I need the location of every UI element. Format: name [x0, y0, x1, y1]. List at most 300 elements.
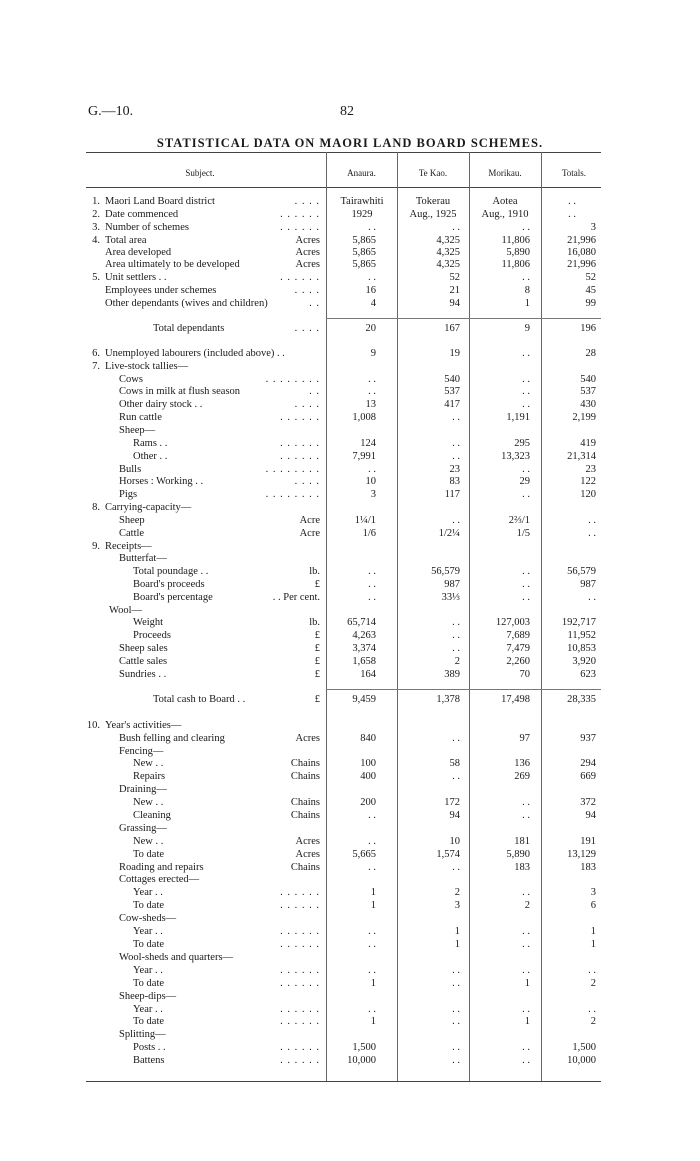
- cell-totals: . .: [588, 1004, 596, 1015]
- table-row: [0, 642, 700, 655]
- cell-totals: 419: [580, 438, 596, 449]
- row-unit: lb.: [309, 566, 320, 577]
- table-row: [0, 835, 700, 848]
- cell-totals: 11,952: [567, 630, 596, 641]
- table-row: [0, 437, 700, 450]
- cell-morikau: 1: [524, 978, 530, 989]
- cell-anaura: 1,008: [352, 412, 376, 423]
- cell-totals: . .: [588, 528, 596, 539]
- cell-anaura: 7,991: [352, 451, 376, 462]
- cell-totals: 1: [590, 939, 596, 950]
- row-leader-dots: . . . . . .: [280, 900, 320, 911]
- column-header-subject: Subject.: [185, 168, 215, 178]
- cell-te-kao: 987: [444, 579, 460, 590]
- cell-anaura: 20: [365, 323, 376, 334]
- cell-morikau: 29: [519, 476, 530, 487]
- row-label: Bulls: [119, 464, 142, 475]
- cell-te-kao: . .: [452, 451, 460, 462]
- table-row: [0, 347, 700, 360]
- cell-totals: 2: [590, 978, 596, 989]
- cell-anaura: 1: [370, 978, 376, 989]
- row-leader-dots: . . . . . . . .: [265, 464, 320, 475]
- cell-te-kao: 10: [449, 836, 460, 847]
- row-leader-dots: . .: [309, 386, 320, 397]
- row-label: Total dependants: [153, 323, 225, 334]
- row-label: Cottages erected—: [119, 874, 200, 885]
- cell-totals: . .: [588, 592, 596, 603]
- row-unit: lb.: [309, 617, 320, 628]
- row-label: Posts . .: [133, 1042, 166, 1053]
- row-label: Pigs: [119, 489, 138, 500]
- cell-morikau: 1/5: [516, 528, 530, 539]
- cell-te-kao: . .: [452, 1055, 460, 1066]
- cell-te-kao: 1: [454, 926, 460, 937]
- cell-anaura: 4,263: [352, 630, 376, 641]
- table-row: [0, 514, 700, 527]
- cell-te-kao: 21: [449, 285, 460, 296]
- cell-morikau: 181: [514, 836, 530, 847]
- cell-te-kao: . .: [452, 771, 460, 782]
- row-label: Board's percentage: [133, 592, 213, 603]
- cell-anaura: . .: [368, 862, 376, 873]
- cell-totals: 21,996: [567, 259, 596, 270]
- cell-morikau: . .: [522, 374, 530, 385]
- cell-te-kao: . .: [452, 617, 460, 628]
- cell-anaura: 5,665: [352, 849, 376, 860]
- row-label: Unemployed labourers (included above) . .: [105, 348, 285, 359]
- cell-morikau: . .: [522, 579, 530, 590]
- table-row: [0, 873, 700, 886]
- row-label: Sundries . .: [119, 669, 167, 680]
- cell-te-kao: . .: [452, 1004, 460, 1015]
- row-leader-dots: . . . . . .: [280, 965, 320, 976]
- row-unit: Acres: [295, 849, 320, 860]
- cell-morikau: . .: [522, 810, 530, 821]
- cell-morikau: 1: [524, 298, 530, 309]
- row-label: Bush felling and clearing: [119, 733, 225, 744]
- table-row: [0, 271, 700, 284]
- cell-totals: 192,717: [561, 617, 596, 628]
- table-row: [0, 616, 700, 629]
- cell-te-kao: 2: [454, 656, 460, 667]
- cell-morikau: . .: [522, 1042, 530, 1053]
- row-leader-dots: . . . . . .: [280, 1004, 320, 1015]
- row-label: Board's proceeds: [133, 579, 205, 590]
- cell-totals: 196: [580, 323, 596, 334]
- row-number: 8.: [92, 502, 100, 513]
- row-label: New . .: [133, 797, 164, 808]
- row-leader-dots: . . . . . .: [280, 1042, 320, 1053]
- row-label: Cows in milk at flush season: [119, 386, 241, 397]
- cell-morikau: 5,890: [506, 247, 530, 258]
- cell-anaura: Tairawhiti: [340, 196, 384, 207]
- cell-te-kao: 417: [444, 399, 460, 410]
- cell-te-kao: 1/2¼: [438, 528, 460, 539]
- cell-te-kao: . .: [452, 862, 460, 873]
- cell-totals: 430: [580, 399, 596, 410]
- row-label: Butterfat—: [119, 553, 167, 564]
- row-unit: Chains: [290, 810, 320, 821]
- table-row: [0, 411, 700, 424]
- cell-te-kao: 3: [454, 900, 460, 911]
- row-label: Total poundage . .: [133, 566, 209, 577]
- cell-morikau: . .: [522, 348, 530, 359]
- table-row: [0, 757, 700, 770]
- row-label: Receipts—: [105, 541, 152, 552]
- table-row: [0, 591, 700, 604]
- cell-totals: 540: [580, 374, 596, 385]
- cell-totals: 16,080: [567, 247, 596, 258]
- row-leader-dots: . . . . . . . .: [265, 374, 320, 385]
- cell-totals: . .: [588, 965, 596, 976]
- table-row: [0, 578, 700, 591]
- table-row: [0, 912, 700, 925]
- row-unit: £: [314, 656, 320, 667]
- row-label: Live-stock tallies—: [105, 361, 189, 372]
- row-label: Other dependants (wives and children): [105, 298, 268, 309]
- row-label: To date: [133, 1016, 165, 1027]
- cell-anaura: . .: [368, 566, 376, 577]
- cell-morikau: 136: [514, 758, 530, 769]
- cell-anaura: 10: [365, 476, 376, 487]
- table-row: [0, 796, 700, 809]
- cell-anaura: 1,658: [352, 656, 376, 667]
- row-unit: Chains: [290, 862, 320, 873]
- cell-morikau: . .: [522, 926, 530, 937]
- cell-anaura: . .: [368, 272, 376, 283]
- row-label: Year . .: [133, 965, 163, 976]
- row-label: Employees under schemes: [105, 285, 217, 296]
- row-label: Maori Land Board district: [105, 196, 215, 207]
- table-row: [0, 424, 700, 437]
- cell-te-kao: . .: [452, 438, 460, 449]
- row-unit: £: [314, 579, 320, 590]
- cell-morikau: 127,003: [495, 617, 530, 628]
- cell-totals: 669: [580, 771, 596, 782]
- table-row: [0, 297, 700, 310]
- cell-te-kao: Tokerau: [415, 196, 451, 207]
- cell-anaura: . .: [368, 222, 376, 233]
- cell-anaura: 164: [360, 669, 376, 680]
- cell-te-kao: 389: [444, 669, 460, 680]
- cell-morikau: . .: [522, 1055, 530, 1066]
- cell-anaura: . .: [368, 579, 376, 590]
- row-leader-dots: . . . . . .: [280, 209, 320, 220]
- cell-morikau: . .: [522, 566, 530, 577]
- cell-anaura: . .: [368, 926, 376, 937]
- cell-totals: 120: [580, 489, 596, 500]
- cell-anaura: 10,000: [347, 1055, 376, 1066]
- row-unit: Acre: [299, 515, 320, 526]
- row-number: 3.: [92, 222, 100, 233]
- cell-totals: 94: [585, 810, 596, 821]
- cell-morikau: 2: [524, 900, 530, 911]
- cell-anaura: 1¼/1: [354, 515, 376, 526]
- cell-totals: 56,579: [567, 566, 596, 577]
- row-number: 9.: [92, 541, 100, 552]
- cell-morikau: . .: [522, 272, 530, 283]
- table-row: [0, 822, 700, 835]
- cell-te-kao: 117: [444, 489, 460, 500]
- page-title: STATISTICAL DATA ON MAORI LAND BOARD SCHEMES.: [156, 136, 544, 150]
- cell-te-kao: . .: [452, 1042, 460, 1053]
- cell-morikau: 13,323: [501, 451, 530, 462]
- row-label: Weight: [133, 617, 164, 628]
- cell-morikau: 1: [524, 1016, 530, 1027]
- row-label: Number of schemes: [105, 222, 189, 233]
- row-unit: Acres: [295, 733, 320, 744]
- row-label: Other . .: [133, 451, 168, 462]
- table-row: [0, 501, 700, 514]
- cell-anaura: 1: [370, 887, 376, 898]
- row-leader-dots: . . . . . .: [280, 272, 320, 283]
- row-label: Sheep-dips—: [119, 991, 177, 1002]
- cell-totals: 2: [590, 1016, 596, 1027]
- cell-anaura: . .: [368, 965, 376, 976]
- row-leader-dots: . . . .: [294, 285, 320, 296]
- cell-totals: 21,314: [567, 451, 596, 462]
- row-label: Cows: [119, 374, 143, 385]
- cell-te-kao: 33⅓: [441, 592, 460, 603]
- row-unit: Acres: [295, 259, 320, 270]
- row-leader-dots: . . . .: [294, 476, 320, 487]
- table-row: [0, 693, 700, 706]
- table-row: [0, 977, 700, 990]
- table-row: [0, 360, 700, 373]
- table-row: [0, 385, 700, 398]
- table-row: [0, 195, 700, 208]
- row-leader-dots: . . . .: [294, 323, 320, 334]
- cell-totals: 987: [580, 579, 596, 590]
- cell-anaura: 4: [370, 298, 376, 309]
- cell-anaura: . .: [368, 374, 376, 385]
- table-row: [0, 1054, 700, 1067]
- cell-totals: 937: [580, 733, 596, 744]
- cell-morikau: . .: [522, 592, 530, 603]
- table-row: [0, 629, 700, 642]
- cell-anaura: . .: [368, 386, 376, 397]
- cell-te-kao: 1,574: [436, 849, 460, 860]
- row-leader-dots: . . . .: [294, 196, 320, 207]
- column-header-te-kao: Te Kao.: [418, 168, 448, 178]
- cell-morikau: . .: [522, 222, 530, 233]
- row-leader-dots: . . . . . .: [280, 412, 320, 423]
- cell-totals: 52: [585, 272, 596, 283]
- cell-morikau: 7,479: [506, 643, 530, 654]
- table-row: [0, 770, 700, 783]
- row-label: To date: [133, 849, 165, 860]
- row-label: To date: [133, 900, 165, 911]
- cell-morikau: 5,890: [506, 849, 530, 860]
- row-label: Other dairy stock . .: [119, 399, 203, 410]
- cell-anaura: 400: [360, 771, 376, 782]
- cell-anaura: . .: [368, 464, 376, 475]
- table-row: [0, 284, 700, 297]
- cell-totals: 28,335: [567, 694, 596, 705]
- cell-anaura: 5,865: [352, 235, 376, 246]
- row-leader-dots: . . . . . .: [280, 926, 320, 937]
- row-unit: Chains: [290, 797, 320, 808]
- row-number: 2.: [92, 209, 100, 220]
- table-row: [0, 527, 700, 540]
- table-row: [0, 1028, 700, 1041]
- cell-te-kao: . .: [452, 222, 460, 233]
- cell-anaura: 13: [365, 399, 376, 410]
- cell-te-kao: 4,325: [436, 259, 460, 270]
- row-leader-dots: . . . . . .: [280, 978, 320, 989]
- row-label: Cattle sales: [119, 656, 168, 667]
- cell-anaura: 100: [360, 758, 376, 769]
- cell-anaura: 9,459: [352, 694, 376, 705]
- cell-morikau: 8: [524, 285, 530, 296]
- cell-totals: 2,199: [572, 412, 596, 423]
- row-label: Draining—: [119, 784, 167, 795]
- table-row: [0, 208, 700, 221]
- row-leader-dots: . . . . . .: [280, 1055, 320, 1066]
- cell-te-kao: 1: [454, 939, 460, 950]
- cell-totals: 191: [580, 836, 596, 847]
- row-leader-dots: . . . .: [294, 399, 320, 410]
- row-unit: £: [314, 643, 320, 654]
- cell-anaura: 9: [370, 348, 376, 359]
- cell-anaura: 3,374: [352, 643, 376, 654]
- row-label: Proceeds: [133, 630, 171, 641]
- cell-te-kao: 58: [449, 758, 460, 769]
- cell-totals: 45: [585, 285, 596, 296]
- row-number: 5.: [92, 272, 100, 283]
- cell-te-kao: 167: [444, 323, 460, 334]
- cell-morikau: Aotea: [492, 196, 518, 207]
- cell-totals: 372: [580, 797, 596, 808]
- row-label: Total cash to Board . .: [153, 694, 246, 705]
- cell-te-kao: 56,579: [431, 566, 460, 577]
- table-row: [0, 990, 700, 1003]
- row-label: Horses : Working . .: [119, 476, 204, 487]
- table-row: [0, 783, 700, 796]
- table-row: [0, 668, 700, 681]
- row-leader-dots: . . . . . .: [280, 222, 320, 233]
- document-code: G.—10.: [88, 104, 134, 119]
- table-row: [0, 925, 700, 938]
- cell-anaura: . .: [368, 1004, 376, 1015]
- table-row: [0, 398, 700, 411]
- column-header-totals: Totals.: [561, 168, 587, 178]
- row-label: Repairs: [133, 771, 166, 782]
- cell-anaura: 5,865: [352, 259, 376, 270]
- cell-morikau: . .: [522, 797, 530, 808]
- cell-te-kao: . .: [452, 978, 460, 989]
- cell-te-kao: 537: [444, 386, 460, 397]
- table-row: [0, 565, 700, 578]
- cell-anaura: 3: [370, 489, 376, 500]
- row-unit: Chains: [290, 758, 320, 769]
- row-label: To date: [133, 939, 165, 950]
- table-row: [0, 886, 700, 899]
- row-label: Cleaning: [133, 810, 171, 821]
- row-leader-dots: . . . . . .: [280, 1016, 320, 1027]
- row-leader-dots: . . . . . . . .: [265, 489, 320, 500]
- table-row: [0, 258, 700, 271]
- cell-morikau: 70: [519, 669, 530, 680]
- row-label: Total area: [105, 235, 147, 246]
- row-unit: Acres: [295, 836, 320, 847]
- row-label: Splitting—: [119, 1029, 166, 1040]
- cell-morikau: 11,806: [501, 235, 530, 246]
- cell-te-kao: . .: [452, 643, 460, 654]
- cell-te-kao: . .: [452, 733, 460, 744]
- cell-anaura: . .: [368, 592, 376, 603]
- row-number: 6.: [92, 348, 100, 359]
- cell-anaura: 124: [360, 438, 376, 449]
- row-unit: Acre: [299, 528, 320, 539]
- cell-morikau: 17,498: [501, 694, 530, 705]
- column-header-anaura: Anaura.: [347, 168, 376, 178]
- cell-morikau: 295: [514, 438, 530, 449]
- cell-anaura: 1/6: [362, 528, 376, 539]
- row-label: Cattle: [119, 528, 145, 539]
- row-number: 1.: [92, 196, 100, 207]
- row-unit: . . Per cent.: [272, 592, 320, 603]
- cell-totals: . .: [568, 196, 576, 207]
- cell-totals: 183: [580, 862, 596, 873]
- row-unit: £: [314, 630, 320, 641]
- table-row: [0, 732, 700, 745]
- cell-totals: 294: [580, 758, 596, 769]
- table-row: [0, 719, 700, 732]
- row-unit: Acres: [295, 235, 320, 246]
- table-row: [0, 951, 700, 964]
- row-unit: £: [314, 669, 320, 680]
- cell-totals: 537: [580, 386, 596, 397]
- column-header-morikau: Morikau.: [488, 168, 522, 178]
- table-row: [0, 488, 700, 501]
- row-label: Sheep—: [119, 425, 156, 436]
- row-label: Area ultimately to be developed: [105, 259, 240, 270]
- cell-anaura: 1: [370, 1016, 376, 1027]
- row-leader-dots: . .: [309, 298, 320, 309]
- row-label: Grassing—: [119, 823, 167, 834]
- cell-totals: 10,853: [567, 643, 596, 654]
- cell-morikau: . .: [522, 1004, 530, 1015]
- cell-anaura: . .: [368, 810, 376, 821]
- cell-morikau: . .: [522, 965, 530, 976]
- cell-totals: 1,500: [572, 1042, 596, 1053]
- row-label: Year . .: [133, 887, 163, 898]
- cell-totals: 23: [585, 464, 596, 475]
- row-leader-dots: . . . . . .: [280, 887, 320, 898]
- cell-anaura: . .: [368, 836, 376, 847]
- cell-te-kao: 4,325: [436, 235, 460, 246]
- table-row: [0, 964, 700, 977]
- cell-morikau: 7,689: [506, 630, 530, 641]
- cell-morikau: . .: [522, 386, 530, 397]
- cell-totals: 28: [585, 348, 596, 359]
- cell-totals: 21,996: [567, 235, 596, 246]
- cell-morikau: 9: [524, 323, 530, 334]
- cell-totals: . .: [568, 209, 576, 220]
- cell-morikau: . .: [522, 464, 530, 475]
- row-label: Area developed: [105, 247, 172, 258]
- table-row: [0, 655, 700, 668]
- cell-te-kao: . .: [452, 630, 460, 641]
- page-number: 82: [340, 104, 354, 119]
- cell-morikau: 1,191: [506, 412, 530, 423]
- row-label: Year . .: [133, 926, 163, 937]
- table-row: [0, 899, 700, 912]
- cell-morikau: 11,806: [501, 259, 530, 270]
- row-unit: £: [314, 694, 320, 705]
- row-label: Wool—: [109, 605, 142, 616]
